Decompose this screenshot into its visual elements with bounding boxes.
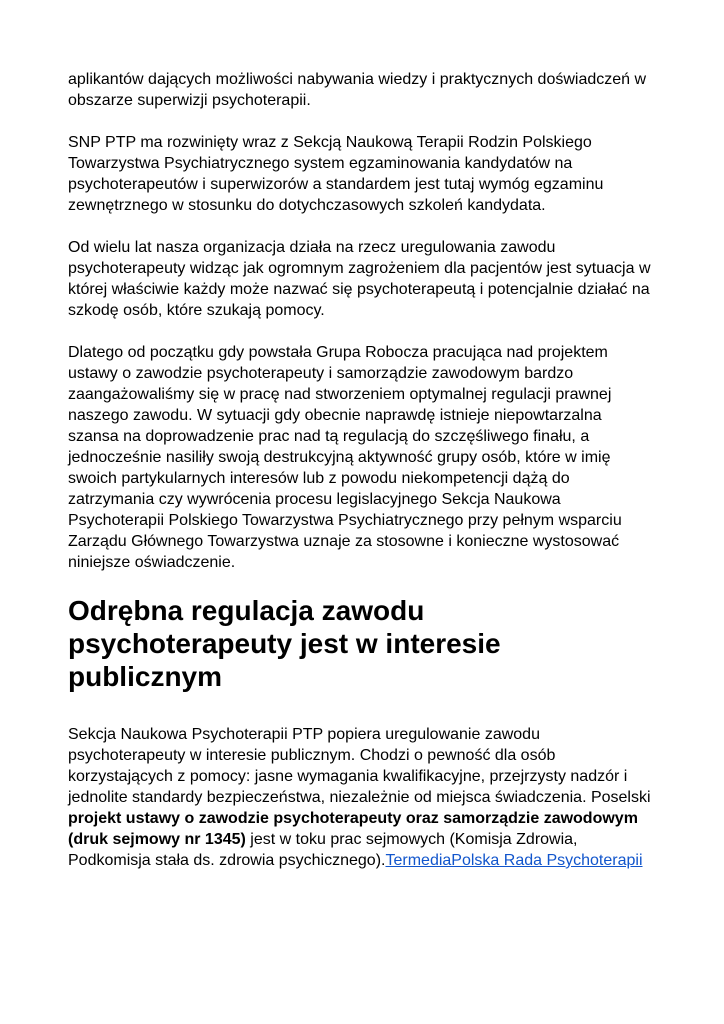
paragraph-aplikantow: aplikantów dających możliwości nabywania wiedzy i praktycznych doświadczeń w obszarze superwizji psychoterapii. [68, 71, 647, 109]
bold-run-projekt-ustawy: projekt ustawy o zawodzie psychoterapeuty oraz samorządzie zawodowym (druk sejmowy nr 1345) [68, 810, 638, 848]
paragraph-sekcja-text-start: Sekcja Naukowa Psychoterapii PTP popiera uregulowanie zawodu psychoterapeuty w interesie publicznym. Chodzi o pewność dla osób korzystających z pomocy: jasne wymagania kwalifikacyjne, przejrzysty nadzór i jednolite standardy bezpieczeństwa, niezależnie od miejsca świadczenia. Poselski [68, 726, 651, 806]
paragraph-dlatego: Dlatego od początku gdy powstała Grupa Robocza pracująca nad projektem ustawy o zawodzie psychoterapeuty i samorządzie zawodowym bardzo zaangażowaliśmy się w pracę nad stworzeniem optymalnej regulacji prawnej naszego zawodu. W sytuacji gdy obecnie naprawdę istnieje niepowtarzalna szansa na doprowadzenie prac nad tą regulacją do szczęśliwego finału, a jednocześnie nasiliły swoją destrukcyjną aktywność grupy osób, które w imię swoich partykularnych interesów lub z powodu niekompetencji dążą do zatrzymania czy wywrócenia procesu legislacyjnego Sekcja Naukowa Psychoterapii Polskiego Towarzystwa Psychiatrycznego przy pełnym wsparciu Zarządu Głównego Towarzystwa uznaje za stosowne i konieczne wystosować niniejsze oświadczenie. [68, 344, 622, 571]
paragraph-sekcja-text-end: jest w toku prac sejmowych (Komisja Zdrowia, Podkomisja stała ds. zdrowia psychicznego). [68, 831, 578, 869]
paragraph-sekcja-naukowa [68, 724, 656, 871]
termedia-polska-rada-psychoterapii-link[interactable]: TermediaPolska Rada Psychoterapii [385, 852, 643, 869]
paragraph-snp-ptp: SNP PTP ma rozwinięty wraz z Sekcją Naukową Terapii Rodzin Polskiego Towarzystwa Psychiatrycznego system egzaminowania kandydatów na psychoterapeutów i superwizorów a standardem jest tutaj wymóg egzaminu zewnętrznego w stosunku do dotychczasowych szkoleń kandydata. [68, 134, 604, 214]
section-heading: Odrębna regulacja zawodu psychoterapeuty jest w interesie publicznym [68, 595, 501, 692]
paragraph-od-wielu-lat: Od wielu lat nasza organizacja działa na rzecz uregulowania zawodu psychoterapeuty widząc jak ogromnym zagrożeniem dla pacjentów jest sytuacja w której właściwie każdy może nazwać się psychoterapeutą i potencjalnie działać na szkodę osób, które szukają pomocy. [68, 239, 651, 319]
